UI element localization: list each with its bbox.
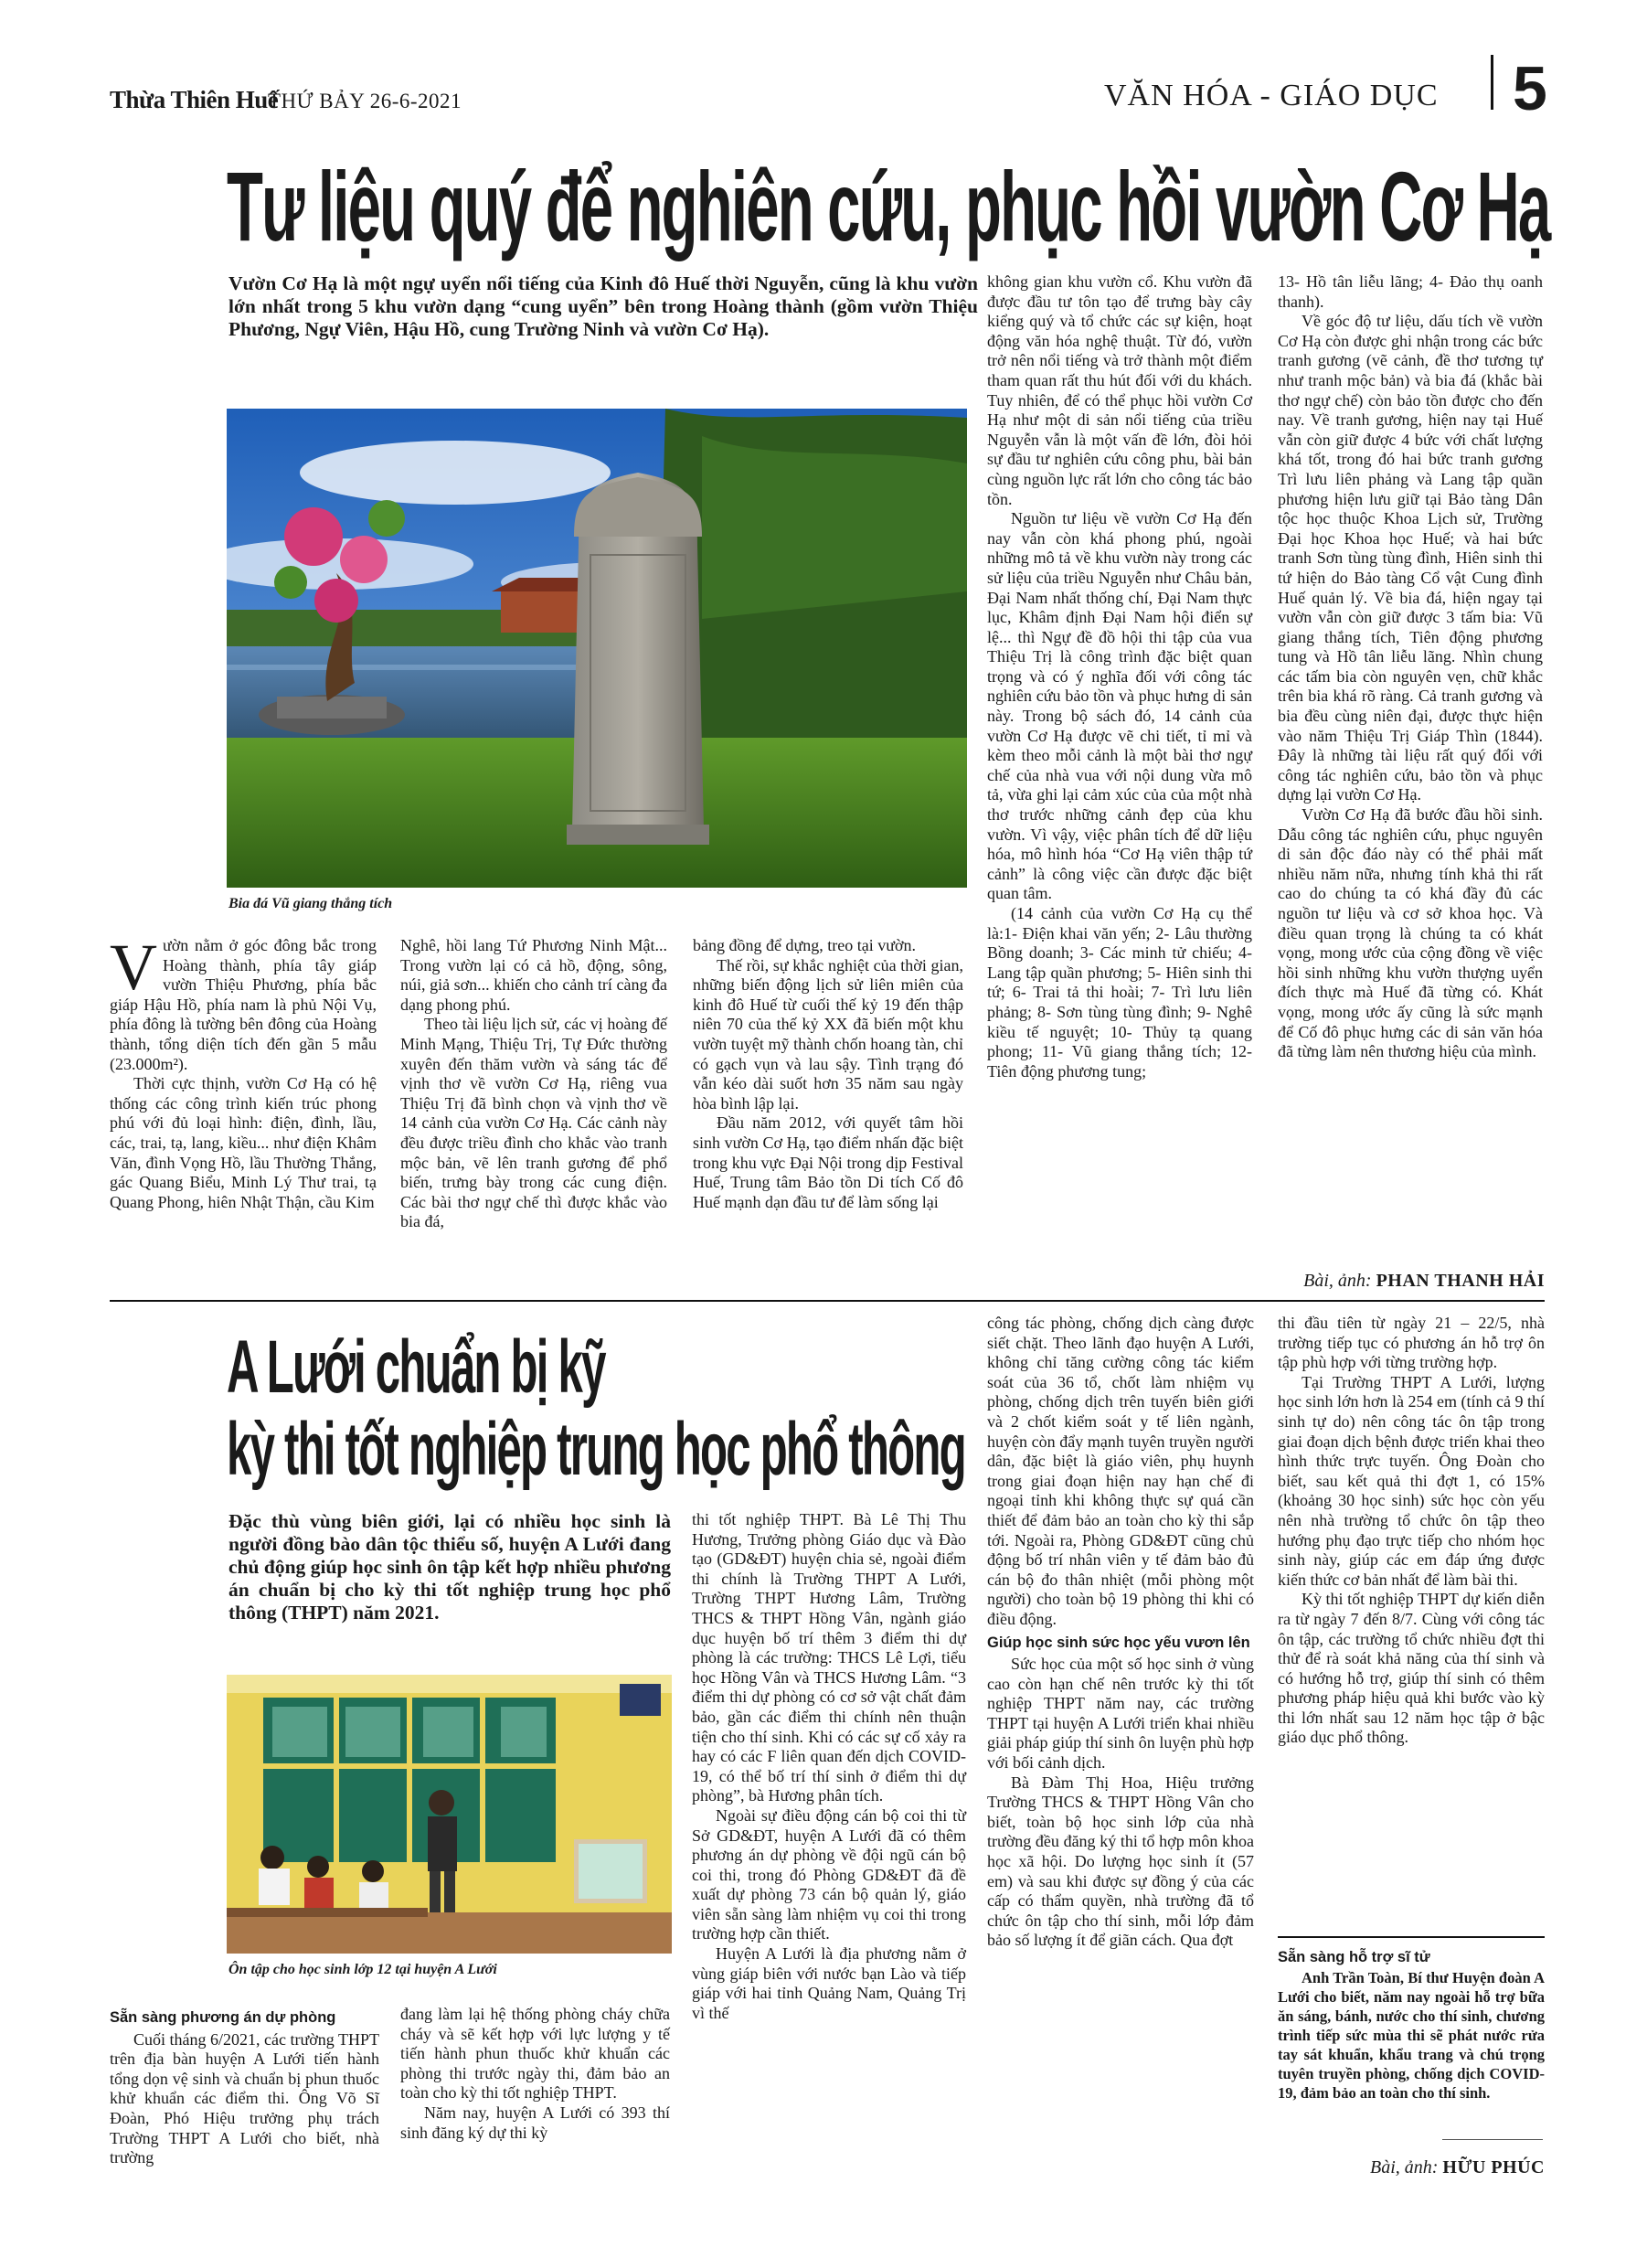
article2-subhead-1: Sẵn sàng phương án dự phòng [110,2009,336,2026]
article1-photo [227,409,967,888]
article1-byline [1170,1271,1545,1292]
paragraph: Đầu năm 2012, với quyết tâm hồi sinh vườn Cơ Hạ, tạo điểm nhấn đặc biệt trong khu vực Đại Nội trong dịp Festival Huế, Trung tâm Bảo tồn Di tích Cố đô Huế mạnh dạn đầu tư để làm sống lại [693,1113,963,1211]
publication-name: Thừa Thiên Huế [110,86,279,113]
byline-author: PHAN THANH HẢI [1376,1271,1545,1291]
article2-photo-caption: Ôn tập cho học sinh lớp 12 tại huyện A Lưới [228,1962,497,1977]
article2-lead: Đặc thù vùng biên giới, lại có nhiều học sinh là người đồng bào dân tộc thiểu số, huyện A Lưới đang chủ động giúp học sinh ôn tập kết hợp nhiều phương án chuẩn bị cho kỳ thi tốt nghiệp trung học phổ thông (THPT) năm 2021. [228,1510,671,1624]
paragraph: đang làm lại hệ thống phòng cháy chữa cháy và sẽ kết hợp với lực lượng y tế tiến hành phun thuốc khử khuẩn các phòng thi trước ngày thi, đảm bảo an toàn cho kỳ thi tốt nghiệp THPT. [400,2005,670,2103]
article2-photo [227,1675,672,1954]
paragraph: thi đầu tiên từ ngày 21 – 22/5, nhà trường tiếp tục có phương án hỗ trợ ôn tập phù hợp với từng trường hợp. [1278,1314,1545,1372]
article-divider [110,1300,1545,1302]
paragraph: (14 cảnh của vườn Cơ Hạ cụ thể là:1- Điện khai văn yến; 2- Lâu thường Bồng doanh; 3- Các minh tử chiếu; 4- Lang tập quần phương; 5- Hiên sinh thi tứ; 6- Trai tả thi hoài; 7- Trì lưu liên phảng; 8- Sơn tùng tùng đình; 9- Nghê kiều tế nguyệt; 10- Thủy tạ quang phong; 11- Vũ giang thắng tích; 12- Tiên động phương tung; [987,904,1252,1081]
paragraph: ườn nằm ở góc đông bắc trong Hoàng thành, phía tây giáp vườn Thiệu Phương, phía bắc giáp Hậu Hồ, phía nam là phủ Nội Vụ, phía đông là tường bên đông của Hoàng thành, tổng diện tích đến gần 5 mẫu (23.000m²). [110,936,377,1073]
paragraph: 13- Hồ tân liễu lãng; 4- Đảo thụ oanh thanh). [1278,272,1543,311]
article1-headline: Tư liệu quý để nghiên cứu, phục hồi vườn Cơ Hạ [227,151,1550,261]
article2-column-2 [400,2005,670,2143]
article1-column-2 [400,936,667,1232]
page-number: 5 [1513,54,1547,123]
paragraph: Nguồn tư liệu về vườn Cơ Hạ đến nay vẫn còn khá phong phú, ngoài những mô tả về khu vườn này trong các sử liệu của triều Nguyễn như Châu bản, Đại Nam nhất thống chí, Đại Nam thực lục, Khâm định Đại Nam hội điển sự lệ... thì Ngự đề đồ hội thi tập của vua Thiệu Trị là công trình đặc biệt quan trọng và có ý nghĩa đối với công tác nghiên cứu bảo tồn và phục hưng di sản này. Trong bộ sách đó, 14 cảnh của vườn Cơ Hạ được vẽ chi tiết, tỉ mỉ và kèm theo mỗi cảnh là một bài thơ ngự chế của nhà vua với nội dung vừa mô tả, vừa ghi lại cảm xúc của của một nhà thơ trước những cảnh đẹp của khu vườn. Vì vậy, việc phân tích để dữ liệu hóa, mô hình hóa “Cơ Hạ viên thập tứ cảnh” là công việc cần được đặc biệt quan tâm. [987,509,1252,903]
article2-headline-line2: kỳ thi tốt nghiệp trung học phổ thông [227,1408,965,1491]
article2-column-4 [987,1314,1254,1951]
paragraph: Vườn Cơ Hạ đã bước đầu hồi sinh. Dẫu công tác nghiên cứu, phục nguyên di sản độc đáo này có thể phải mất nhiều năm nữa, nhưng tính khả thi rất cao do chúng ta có khá đầy đủ các nguồn tư liệu và cơ sở khoa học. Và điều quan trọng là chúng ta có khát vọng, mong ước của cộng đồng về việc hồi sinh những khu vườn thượng uyển đích thực mà Huế đã từng có. Khát vọng, mong ước ấy cũng là sức mạnh để Cố đô phục hưng các di sản văn hóa đã từng làm nên thương hiệu của mình. [1278,805,1543,1061]
byline-author: HỮU PHÚC [1442,2157,1545,2177]
paragraph: bảng đồng để dựng, treo tại vườn. [693,936,916,954]
article1-photo-caption: Bia đá Vũ giang thắng tích [228,896,393,911]
paragraph: Về góc độ tư liệu, dấu tích về vườn Cơ Hạ còn được ghi nhận trong các bức tranh gương (vẽ cảnh, đề thơ tương tự như tranh mộc bản) và bia đá (khắc bài thơ ngự chế) còn bảo tồn được cho đến nay. Về tranh gương, hiện nay tại Huế vẫn còn giữ được 4 bức với chất lượng khá tốt, trong đó hai bức tranh gương Trì lưu liên phảng và Lang tập quần phương hiện lưu giữ tại Bảo tàng Dân tộc học thuộc Khoa Lịch sử, Trường Đại học Khoa học Huế; và hai bức tranh Sơn tùng tùng đình, Hiên sinh thi tứ hiện do Bảo tàng Cổ vật Cung đình Huế quản lý. Về bia đá, hiện ngay tại vườn vẫn còn giữ được 3 tấm bia: Vũ giang thắng tích, Tiên động phương tung và Hồ tân liễu lãng. Nhìn chung các tấm bia còn nguyên vẹn, chữ khắc trên bia khá rõ ràng. Cả tranh gương và bia đều cùng niên đại, được thực hiện vào năm Thiệu Trị Giáp Thìn (1844). Đây là những tài liệu rất quý đối với công tác nghiên cứu, bảo tồn và phục dựng lại vườn Cơ Hạ. [1278,312,1543,804]
paragraph: Huyện A Lưới là địa phương nằm ở vùng giáp biên với nước bạn Lào và tiếp giáp với hai tỉnh Quảng Nam, Quảng Trị vì thế [692,1944,966,2022]
article2-column-1 [110,2005,379,2168]
paragraph: Năm nay, huyện A Lưới có 393 thí sinh đăng ký dự thi kỳ [400,2103,670,2142]
masthead-divider [1491,55,1493,110]
sidebar-box [1278,1945,1545,2103]
paragraph: Tại Trường THPT A Lưới, lượng học sinh lớn hơn là 254 em (tính cả 9 thí sinh tự do) nên công tác ôn tập trong giai đoạn dịch bệnh được triển khai theo hình thức trực tuyến. Ông Đoàn cho biết, sau kết quả thi đợt 1, có 15% (khoảng 30 học sinh) sức học còn yếu nên nhà trường tổ chức ôn tập theo hướng phụ đạo trực tiếp cho nhóm học sinh này, giúp các em đáp ứng được kiến thức cơ bản nhất để làm bài thi. [1278,1372,1545,1589]
paragraph: Theo tài liệu lịch sử, các vị hoàng đế Minh Mạng, Thiệu Trị, Tự Đức thường xuyên đến thăm vườn và sáng tác để vịnh thơ về vườn Cơ Hạ, riêng vua Thiệu Trị đã bình chọn và vịnh thơ về 14 cảnh của vườn Cơ Hạ. Các cảnh này đều được triều đình cho khắc vào tranh mộc bản, vẽ lên tranh gương để phổ biến, trưng bày trong các cung điện. Các bài thơ ngự chế thì được khắc vào bia đá, [400,1015,667,1231]
paragraph: Thời cực thịnh, vườn Cơ Hạ có hệ thống các công trình kiến trúc phong phú với đủ loại hình: điện, đình, lầu, các, trai, tạ, lang, kiều... như điện Khâm Văn, đình Vọng Hồ, lầu Thường Thắng, gác Quang Biểu, Minh Lý Thư trai, tạ Quang Phong, hiên Nhật Thận, cầu Kim [110,1074,377,1211]
paragraph: không gian khu vườn cổ. Khu vườn đã được đầu tư tôn tạo để trưng bày cây kiểng quý và tổ chức các sự kiện, hoạt động văn hóa nghệ thuật. Từ đó, vườn trở nên nổi tiếng và trở thành một điểm tham quan rất thu hút đối với du khách. Tuy nhiên, để có thể phục hồi vườn Cơ Hạ như một di sản nổi tiếng của triều Nguyễn vẫn là một vấn đề lớn, đòi hỏi sự đầu tư nghiên cứu công phu, bài bản cùng nguồn lực rất lớn cho công tác bảo tồn. [987,272,1252,508]
article1-column-5 [1278,272,1543,1062]
box-title: Sẵn sàng hỗ trợ sĩ tử [1278,1949,1430,1965]
box-divider [1278,1936,1545,1938]
paragraph: Thế rồi, sự khắc nghiệt của thời gian, những biến động lịch sử liên miên của kinh đô Huế từ cuối thế kỷ 19 đến thập niên 70 của thế kỷ XX đã biến một khu vườn tuyệt mỹ thành chốn hoang tàn, chỉ có gạch vụn và lau sậy. Tình trạng đó vẫn kéo dài suốt hơn 35 năm sau ngày hòa bình lập lại. [693,955,963,1113]
article2-headline-line1: A Lưới chuẩn bị kỹ [227,1326,605,1409]
article1-column-1 [110,931,377,1212]
article2-column-3 [692,1510,966,2023]
paragraph: Ngoài sự điều động cán bộ coi thi từ Sở GD&ĐT, huyện A Lưới đã có thêm phương án dự phòng về đội ngũ cán bộ coi thi, trong đó Phòng GD&ĐT đã đề xuất dự phòng 73 cán bộ quản lý, giáo viên sẵn sàng làm nhiệm vụ coi thi trong trường hợp cần thiết. [692,1805,966,1943]
byline-prefix: Bài, ảnh: [1369,2157,1439,2177]
paragraph: Sức học của một số học sinh ở vùng cao còn hạn chế nên trước kỳ thi tốt nghiệp THPT năm nay, các trường THPT tại huyện A Lưới triển khai nhiều giải pháp giúp thí sinh ôn luyện phù hợp với bối cảnh dịch. [987,1655,1254,1773]
byline-rule [1442,2139,1543,2140]
article1-column-3 [693,936,963,1212]
article1-lead: Vườn Cơ Hạ là một ngự uyển nổi tiếng của Kinh đô Huế thời Nguyễn, cũng là khu vườn lớn nhất trong 5 khu vườn dạng “cung uyển” bên trong Hoàng thành (gồm vườn Thiệu Phương, Ngự Viên, Hậu Hồ, cung Trường Ninh và vườn Cơ Hạ). [228,272,978,340]
paragraph: Kỳ thi tốt nghiệp THPT dự kiến diễn ra từ ngày 7 đến 8/7. Cùng với công tác ôn tập, các trường tổ chức nhiều đợt thi thử để rà soát khả năng của thí sinh và có hướng hỗ trợ, giúp thí sinh có thêm phương pháp hiệu quả khi bước vào kỳ thi lớn nhất sau 12 năm học tập ở bậc giáo dục phổ thông. [1278,1590,1545,1747]
article1-column-4 [987,272,1252,1081]
section-label: VĂN HÓA - GIÁO DỤC [1104,79,1439,112]
box-text: Anh Trần Toàn, Bí thư Huyện đoàn A Lưới cho biết, năm nay ngoài hỗ trợ bữa ăn sáng, bánh, nước cho thí sinh, chương trình tiếp sức mùa thi sẽ phát nước rửa tay sát khuẩn, khẩu trang và chú trọng tuyên truyền phòng, chống dịch COVID-19, đảm bảo an toàn cho thí sinh. [1278,1969,1545,2102]
paragraph: thi tốt nghiệp THPT. Bà Lê Thị Thu Hương, Trưởng phòng Giáo dục và Đào tạo (GD&ĐT) huyện chia sẻ, ngoài điểm thi chính là Trường THPT A Lưới, Trường THPT Hương Lâm, Trường THCS & THPT Hồng Vân, ngành giáo dục huyện bố trí thêm 3 điểm thi dự phòng là các trường: THCS Lê Lợi, tiểu học Hồng Vân và THCS Hương Lâm. “3 điểm thi dự phòng có cơ sở vật chất đảm bảo, gần các điểm thi chính nên thuận tiện cho thí sinh. Khi có các sự cố xảy ra hay có các F liên quan đến dịch COVID-19, có thể bố trí thí sinh ở điểm thi dự phòng”, bà Hương phân tích. [692,1510,966,1805]
article2-column-5 [1278,1314,1545,1748]
paragraph: Nghê, hồi lang Tứ Phương Ninh Mật... Trong vườn lại có cả hồ, động, sông, núi, giả sơn... khiến cho cảnh trí càng đa dạng phong phú. [400,936,667,1014]
dropcap: V [110,931,157,1004]
paragraph: công tác phòng, chống dịch càng được siết chặt. Theo lãnh đạo huyện A Lưới, không chỉ tăng cường công tác kiểm soát của 36 tổ, chốt làm nhiệm vụ phòng, chống dịch trên tuyến biên giới và 2 chốt kiểm soát y tế liên ngành, huyện còn đẩy mạnh tuyên truyền người dân, đặc biệt là giáo viên, phụ huynh trong giai đoạn hiện nay hạn chế đi ngoại tỉnh khi không thực sự quá cần thiết để đảm bảo an toàn cho kỳ thi sắp tới. Ngoài ra, Phòng GD&ĐT cũng chủ động bố trí nhân viên y tế đảm bảo đủ cán bộ đo thân nhiệt (mỗi phòng một người) cho toàn bộ 19 phòng thi khi có điều động. [987,1314,1254,1628]
article2-subhead-2: Giúp học sinh sức học yếu vươn lên [987,1634,1250,1651]
paragraph: Bà Đàm Thị Hoa, Hiệu trưởng Trường THCS & THPT Hồng Vân cho biết, toàn bộ học sinh lớp của nhà trường đều đăng ký thi tổ hợp môn khoa học xã hội. Do lượng học sinh ít (57 em) và sau khi được sự đồng ý của các cấp có thẩm quyền, nhà trường đã tổ chức ôn tập cho thí sinh, mỗi lớp đảm bảo số lượng ít để giãn cách. Qua đợt [987,1773,1254,1950]
article2-byline [1280,2157,1545,2178]
issue-date: THỨ BẢY 26-6-2021 [268,90,462,112]
byline-prefix: Bài, ảnh: [1303,1271,1372,1291]
paragraph: Cuối tháng 6/2021, các trường THPT trên địa bàn huyện A Lưới tiến hành tổng dọn vệ sinh và chuẩn bị phun thuốc khử khuẩn các điểm thi. Ông Võ Sĩ Đoàn, Phó Hiệu trưởng phụ trách Trường THPT A Lưới cho biết, nhà trường [110,2029,379,2167]
